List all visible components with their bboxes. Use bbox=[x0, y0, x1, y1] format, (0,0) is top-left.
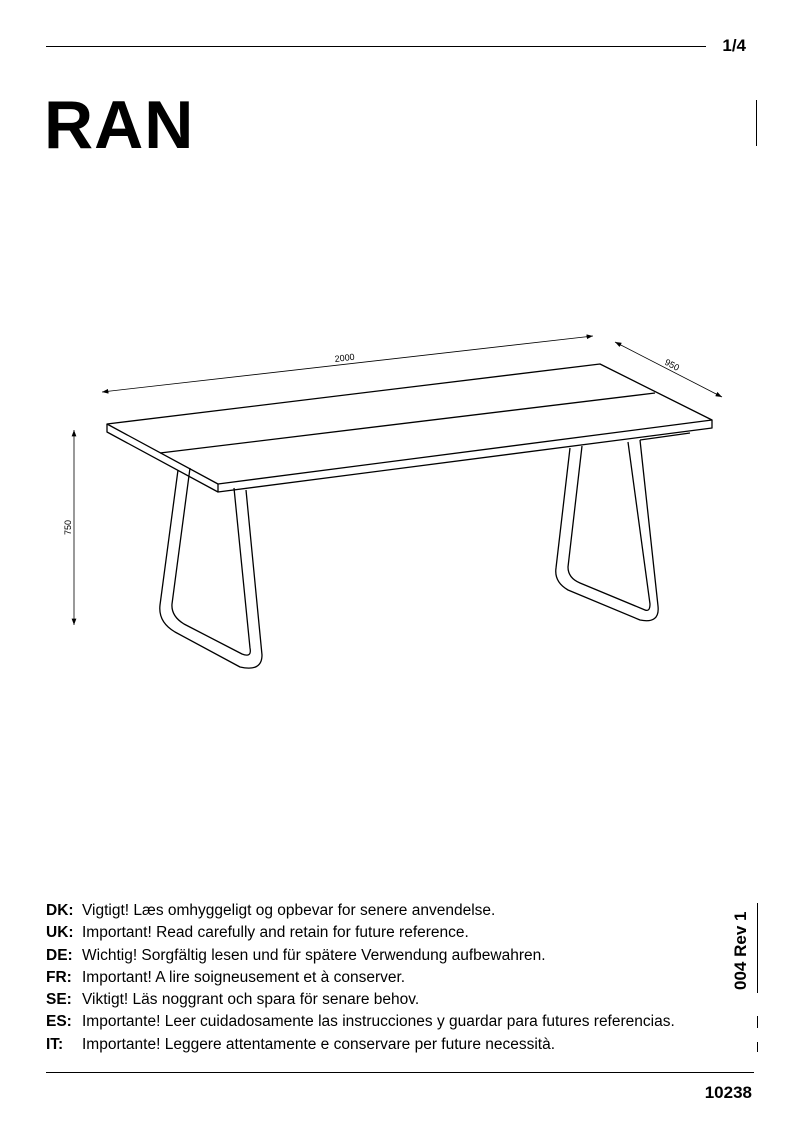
margin-bar bbox=[757, 1016, 758, 1028]
lang-code: IT: bbox=[46, 1035, 64, 1053]
right-leg bbox=[556, 440, 658, 621]
left-leg bbox=[160, 468, 262, 668]
note-se bbox=[46, 991, 675, 1013]
note-es bbox=[46, 1013, 675, 1035]
product-title: RAN bbox=[44, 87, 195, 163]
note-text: Wichtig! Sorgfältig lesen und für spätere Verwendung aufbewahren. bbox=[82, 946, 546, 964]
depth-label: 950 bbox=[663, 356, 682, 373]
tabletop bbox=[107, 364, 712, 484]
note-it bbox=[46, 1036, 675, 1058]
lang-code: FR: bbox=[46, 968, 72, 986]
lang-code: DE: bbox=[46, 946, 73, 964]
note-uk bbox=[46, 924, 675, 946]
lang-code: UK: bbox=[46, 924, 74, 942]
page-number: 1/4 bbox=[722, 36, 746, 55]
margin-bar bbox=[757, 903, 758, 993]
bottom-rule bbox=[46, 1072, 754, 1073]
note-text: Vigtigt! Læs omhyggeligt og opbevar for senere anvendelse. bbox=[82, 902, 496, 919]
note-text: Important! Read carefully and retain for future reference. bbox=[82, 924, 469, 942]
document-number: 10238 bbox=[704, 1083, 752, 1102]
note-de bbox=[46, 947, 675, 969]
note-text: Importante! Leggere attentamente e conservare per future necessità. bbox=[82, 1035, 556, 1053]
revision-label: 004 Rev 1 bbox=[731, 911, 750, 990]
lang-code: SE: bbox=[46, 991, 72, 1009]
safety-notes bbox=[46, 902, 675, 1058]
height-label: 750 bbox=[63, 519, 73, 535]
lang-code: ES: bbox=[46, 1013, 72, 1031]
length-label: 2000 bbox=[334, 351, 356, 364]
note-text: Viktigt! Läs noggrant och spara för senare behov. bbox=[82, 991, 420, 1009]
lang-code: DK: bbox=[46, 902, 74, 919]
note-text: Importante! Leer cuidadosamente las instrucciones y guardar para futures referencias. bbox=[82, 1013, 675, 1031]
note-fr bbox=[46, 969, 675, 991]
note-text: Important! A lire soigneusement et à conserver. bbox=[82, 968, 406, 986]
note-dk bbox=[46, 902, 675, 924]
margin-bar bbox=[757, 1042, 758, 1052]
